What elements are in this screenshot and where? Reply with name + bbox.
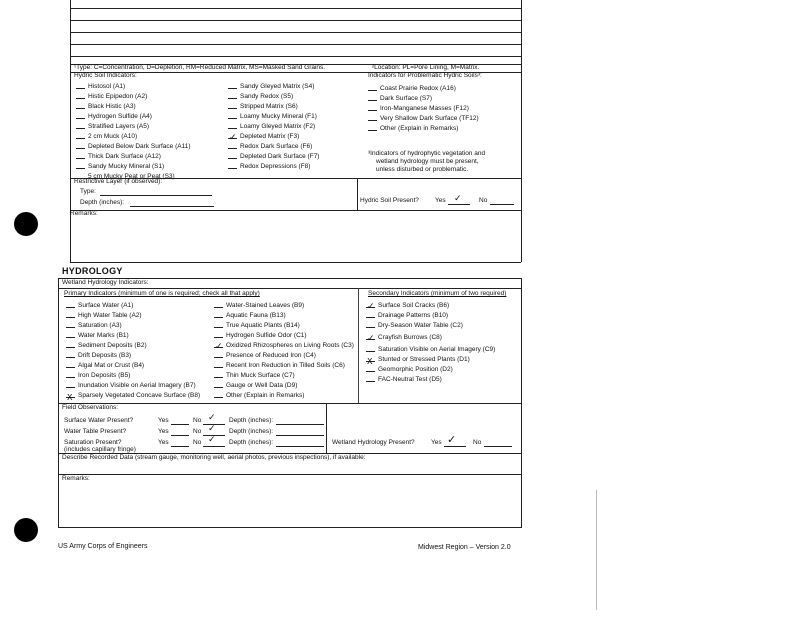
wetland-yes-label: Yes — [431, 439, 442, 446]
surface-water-depth-label: Depth (inches): — [229, 417, 274, 424]
field-obs-title: Field Observations: — [62, 404, 118, 411]
check-mark: ✓ — [215, 342, 223, 352]
hydro-item[interactable]: Gauge or Well Data (D9) — [214, 382, 297, 390]
soil-item[interactable]: Sandy Gleyed Matrix (S4) — [228, 83, 314, 91]
soil-item[interactable]: Sandy Mucky Mineral (S1) — [76, 163, 164, 171]
hydrology-heading: HYDROLOGY — [62, 266, 123, 276]
hydro-item[interactable]: Inundation Visible on Aerial Imagery (B7) — [66, 382, 196, 390]
wetland-no-field[interactable] — [484, 446, 512, 447]
soil-item[interactable]: Loamy Gleyed Matrix (F2) — [228, 123, 315, 131]
soil-item[interactable]: Hydrogen Sulfide (A4) — [76, 113, 152, 121]
hydric-yes-field[interactable] — [448, 204, 470, 205]
hydro-item[interactable]: Drainage Patterns (B10) — [366, 312, 448, 320]
hydro-item[interactable]: Aquatic Fauna (B13) — [214, 312, 286, 320]
footnote-3-line1: ³Indicators of hydrophytic vegetation and — [368, 150, 486, 157]
hydro-item[interactable]: Thin Muck Surface (C7) — [214, 372, 295, 380]
saturation-check: ✓ — [208, 435, 216, 445]
saturation-depth-field[interactable] — [276, 446, 324, 447]
hydro-item[interactable]: True Aquatic Plants (B14) — [214, 322, 300, 330]
hydro-item[interactable]: High Water Table (A2) — [66, 312, 142, 320]
footer-left: US Army Corps of Engineers — [58, 543, 148, 550]
hydro-item[interactable]: Saturation (A3) — [66, 322, 122, 330]
type-legend: ¹Type: C=Concentration, D=Depletion, RM=Reduced Matrix, MS=Masked Sand Grains. — [74, 64, 326, 71]
hydro-item[interactable]: Recent Iron Reduction in Tilled Soils (C6) — [214, 362, 345, 370]
water-table-yes: Yes — [158, 428, 169, 435]
soil-item-checked[interactable]: ✓ Depleted Matrix (F3) — [229, 133, 300, 143]
surface-water-check: ✓ — [208, 413, 216, 423]
hydro-item-checked[interactable]: ✓ Oxidized Rhizospheres on Living Roots (C3) — [215, 342, 354, 352]
saturation-no: No — [193, 439, 202, 446]
hydric-no-field[interactable] — [490, 204, 514, 205]
primary-title: Primary Indicators (minimum of one is required; check all that apply) — [64, 290, 260, 297]
soil-item[interactable]: Loamy Mucky Mineral (F1) — [228, 113, 317, 121]
wetland-yes-mark: ✓ — [447, 433, 457, 446]
hydro-item[interactable]: Geomorphic Position (D2) — [366, 366, 453, 374]
restrictive-type-label: Type: — [80, 188, 96, 195]
footnote-3-line2: wetland hydrology must be present, — [376, 158, 479, 165]
hydro-item-checked[interactable]: ✓ Surface Soil Cracks (B6) — [367, 302, 450, 312]
hydro-item[interactable]: Water-Stained Leaves (B9) — [214, 302, 304, 310]
check-mark: ✓ — [367, 302, 375, 312]
soil-item[interactable]: Stripped Matrix (S6) — [228, 103, 298, 111]
soil-item[interactable]: Histosol (A1) — [76, 83, 125, 91]
check-mark: ✓ — [367, 334, 375, 344]
saturation-depth-label: Depth (inches): — [229, 439, 274, 446]
water-table-label: Water Table Present? — [64, 428, 127, 435]
soil-item[interactable]: Redox Dark Surface (F6) — [228, 143, 312, 151]
hydrology-remarks-label: Remarks: — [62, 475, 90, 482]
footnote-3-line3: unless disturbed or problematic. — [376, 166, 469, 173]
soil-item[interactable]: Very Shallow Dark Surface (TF12) — [368, 115, 479, 123]
hydro-item[interactable]: Iron Deposits (B5) — [66, 372, 130, 380]
hydro-item[interactable]: Surface Water (A1) — [66, 302, 133, 310]
saturation-yes-field[interactable] — [171, 446, 189, 447]
hydro-item[interactable]: Saturation Visible on Aerial Imagery (C9) — [366, 346, 495, 354]
scan-artifact-line — [596, 490, 597, 610]
water-table-depth-field[interactable] — [276, 435, 324, 436]
soil-item[interactable]: Redox Depressions (F8) — [228, 163, 310, 171]
hydro-item[interactable]: Sediment Deposits (B2) — [66, 342, 147, 350]
soil-remarks-label: Remarks: — [70, 210, 98, 217]
x-mark: X — [367, 357, 373, 366]
hydric-indicators-title: Hydric Soil Indicators: — [74, 72, 137, 79]
capillary-label: (includes capillary fringe) — [64, 446, 136, 453]
describe-label: Describe Recorded Data (stream gauge, monitoring well, aerial photos, previous inspections), if available: — [62, 454, 366, 461]
surface-water-yes: Yes — [158, 417, 169, 424]
soil-item[interactable]: Histic Epipedon (A2) — [76, 93, 147, 101]
secondary-title: Secondary Indicators (minimum of two required) — [368, 290, 507, 297]
soil-item[interactable]: 5 cm Mucky Peat or Peat (S3) — [76, 173, 175, 181]
saturation-no-field[interactable] — [203, 446, 225, 447]
water-table-yes-field[interactable] — [171, 435, 189, 436]
restrictive-type-field[interactable] — [100, 195, 212, 196]
location-legend: ²Location: PL=Pore Lining, M=Matrix. — [372, 64, 480, 71]
soil-item[interactable]: Sandy Redox (S5) — [228, 93, 293, 101]
wetland-indicators-title: Wetland Hydrology Indicators: — [62, 279, 149, 286]
hydro-item-checked[interactable]: X Stunted or Stressed Plants (D1) — [367, 356, 470, 366]
hydro-item[interactable]: Other (Explain in Remarks) — [214, 392, 304, 400]
soil-item[interactable]: 2 cm Muck (A10) — [76, 133, 137, 141]
surface-water-label: Surface Water Present? — [64, 417, 134, 424]
hydric-no-label: No — [479, 197, 488, 204]
hydro-item[interactable]: FAC-Neutral Test (D5) — [366, 376, 442, 384]
water-table-no: No — [193, 428, 202, 435]
footer-right: Midwest Region – Version 2.0 — [418, 544, 511, 551]
water-table-check: ✓ — [208, 424, 216, 434]
hydric-yes-label: Yes — [435, 197, 446, 204]
soil-item[interactable]: Iron-Manganese Masses (F12) — [368, 105, 469, 113]
x-mark: X — [67, 393, 73, 402]
hydro-item-checked[interactable]: X Sparsely Vegetated Concave Surface (B8) — [67, 392, 201, 402]
surface-water-yes-field[interactable] — [171, 424, 189, 425]
binder-hole-top — [14, 212, 38, 236]
soil-item[interactable]: Depleted Dark Surface (F7) — [228, 153, 319, 161]
saturation-label: Saturation Present? — [64, 439, 122, 446]
restrictive-title: Restrictive Layer (if observed): — [74, 178, 163, 185]
hydro-item[interactable]: Algal Mat or Crust (B4) — [66, 362, 144, 370]
check-mark: ✓ — [229, 133, 237, 143]
soil-item[interactable]: Dark Surface (S7) — [368, 95, 432, 103]
soil-item[interactable]: Other (Explain in Remarks) — [368, 125, 458, 133]
soil-item[interactable]: Black Histic (A3) — [76, 103, 136, 111]
restrictive-depth-label: Depth (inches): — [80, 199, 125, 206]
hydro-item[interactable]: Drift Deposits (B3) — [66, 352, 131, 360]
soil-item[interactable]: Thick Dark Surface (A12) — [76, 153, 161, 161]
hydro-item[interactable]: Hydrogen Sulfide Odor (C1) — [214, 332, 307, 340]
soil-item[interactable]: Stratified Layers (A5) — [76, 123, 149, 131]
hydric-present-label: Hydric Soil Present? — [360, 197, 419, 204]
hydro-item[interactable]: Water Marks (B1) — [66, 332, 129, 340]
soil-item[interactable]: Coast Prairie Redox (A16) — [368, 85, 456, 93]
hydro-item-checked[interactable]: ✓ Crayfish Burrows (C8) — [367, 334, 442, 344]
soil-item[interactable]: Depleted Below Dark Surface (A11) — [76, 143, 190, 151]
saturation-yes: Yes — [158, 439, 169, 446]
surface-water-depth-field[interactable] — [276, 424, 324, 425]
wetland-no-label: No — [473, 439, 482, 446]
hydro-item[interactable]: Dry-Season Water Table (C2) — [366, 322, 463, 330]
problematic-title: Indicators for Problematic Hydric Soils³: — [368, 72, 482, 79]
wetland-present-label: Wetland Hydrology Present? — [332, 439, 415, 446]
surface-water-no: No — [193, 417, 202, 424]
water-table-depth-label: Depth (inches): — [229, 428, 274, 435]
wetland-yes-field[interactable] — [444, 446, 466, 447]
binder-hole-bottom — [14, 518, 38, 542]
restrictive-depth-field[interactable] — [130, 206, 214, 207]
hydro-item[interactable]: Presence of Reduced Iron (C4) — [214, 352, 316, 360]
hydric-yes-check: ✓ — [454, 194, 462, 204]
